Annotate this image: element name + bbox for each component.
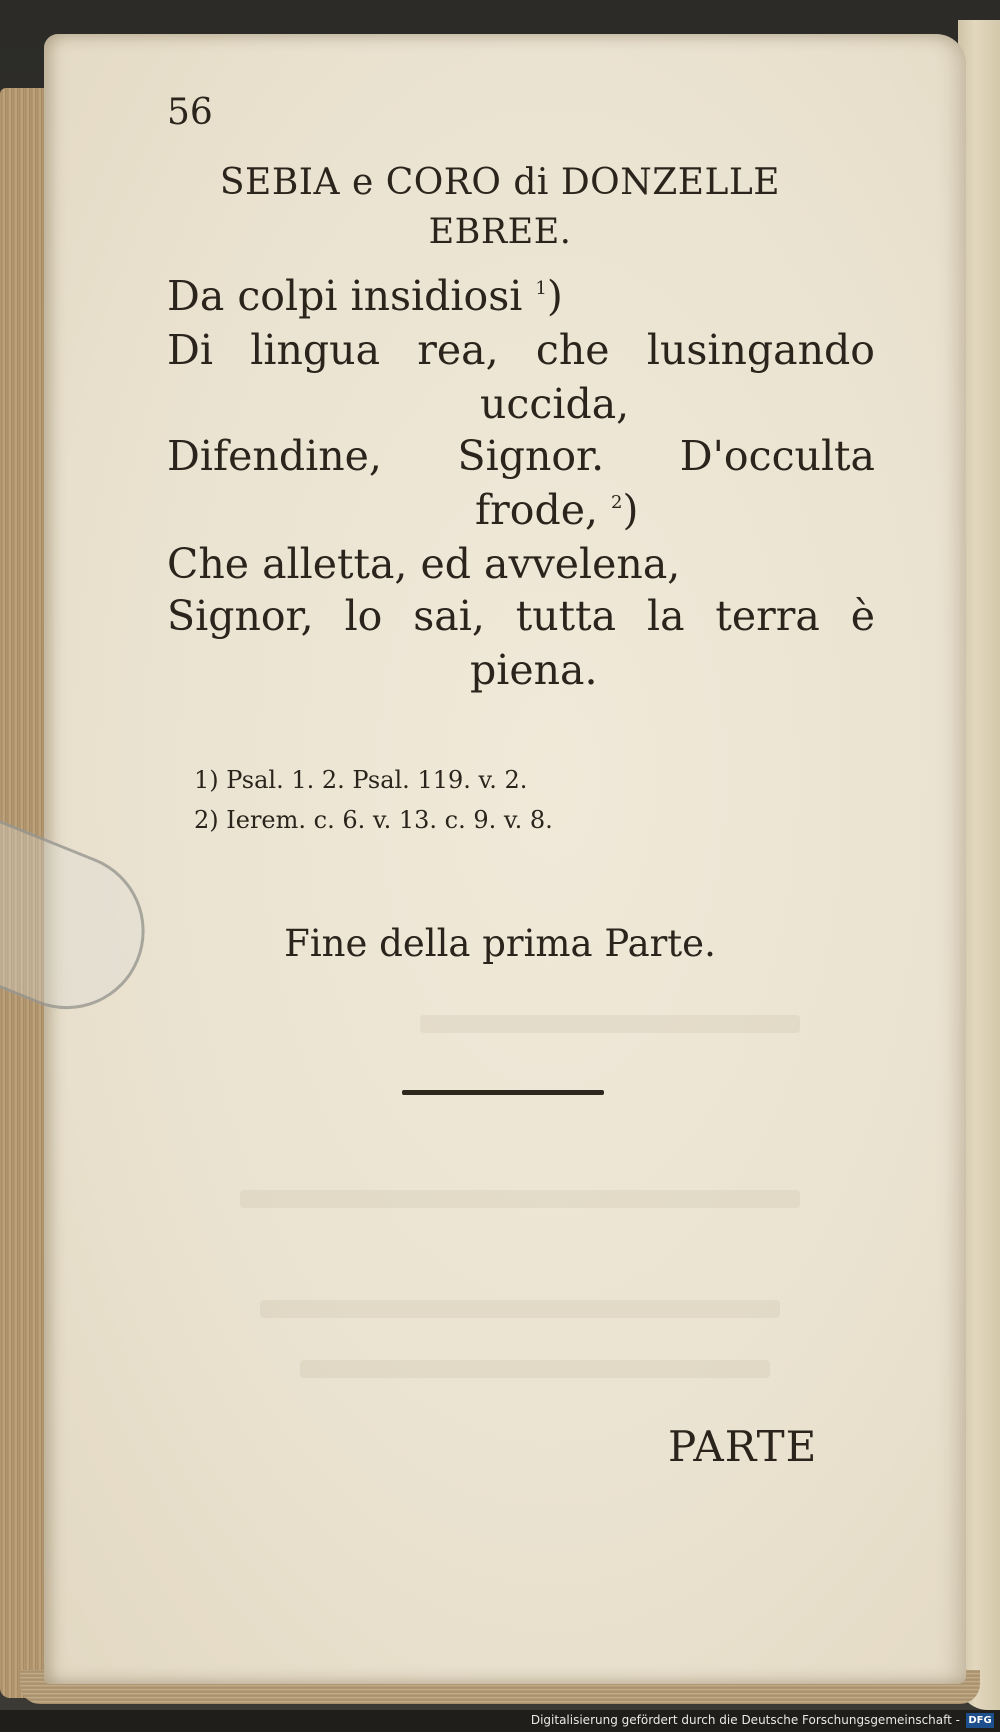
verse-word: è: [850, 592, 875, 640]
bleed-through-trace: [420, 1015, 800, 1033]
verse-word: che: [535, 326, 610, 374]
verse-word: Di: [167, 326, 213, 374]
verse-word: Signor,: [167, 592, 314, 640]
verse-line: [167, 326, 875, 374]
verse-line: [167, 540, 707, 588]
verse-line: [167, 592, 875, 640]
verse-word: lusingando: [646, 326, 875, 374]
verse-word: rea,: [417, 326, 499, 374]
page-number: 56: [167, 92, 213, 133]
verse-line: [167, 272, 563, 320]
verse-word: Signor.: [457, 432, 605, 480]
verse-word: ed avvelena,: [420, 540, 681, 588]
verse-word: tutta: [515, 592, 617, 640]
verse-word: Che alletta,: [167, 540, 408, 588]
dfg-logo: DFG: [966, 1713, 994, 1728]
verse-word: terra: [715, 592, 820, 640]
footnote-marker: 2: [611, 492, 623, 513]
footnote-marker: 1: [535, 278, 547, 299]
verse-text: frode,: [475, 486, 598, 534]
footnote: 1) Psal. 1. 2. Psal. 119. v. 2.: [194, 766, 528, 794]
bleed-through-trace: [240, 1190, 800, 1208]
verse-line-continued: [475, 486, 639, 534]
verse-word: lo: [344, 592, 383, 640]
speaker-heading: SEBIA e CORO di DONZELLE: [219, 162, 781, 203]
catchword: PARTE: [668, 1422, 818, 1471]
verse-word: D'occulta: [679, 432, 875, 480]
verse-word: lingua: [250, 326, 381, 374]
footnote-paren: ): [622, 486, 639, 534]
footnote: 2) Ierem. c. 6. v. 13. c. 9. v. 8.: [194, 806, 553, 834]
verse-word: Difendine,: [167, 432, 382, 480]
speaker-heading-continued: EBREE.: [428, 212, 572, 252]
verse-word: sai,: [413, 592, 485, 640]
verse-line-continued: piena.: [470, 646, 598, 694]
ornamental-rule: [402, 1090, 604, 1095]
end-of-part-note: Fine della prima Parte.: [284, 922, 716, 965]
verse-word: la: [646, 592, 685, 640]
bleed-through-trace: [300, 1360, 770, 1378]
verse-text: Da colpi insidiosi: [167, 272, 523, 320]
verse-line-continued: uccida,: [480, 380, 630, 428]
verse-line: [167, 432, 875, 480]
footnote-paren: ): [546, 272, 563, 320]
digitization-credit: Digitalisierung gefördert durch die Deutsche Forschungsgemeinschaft -: [530, 1713, 960, 1727]
bleed-through-trace: [260, 1300, 780, 1318]
